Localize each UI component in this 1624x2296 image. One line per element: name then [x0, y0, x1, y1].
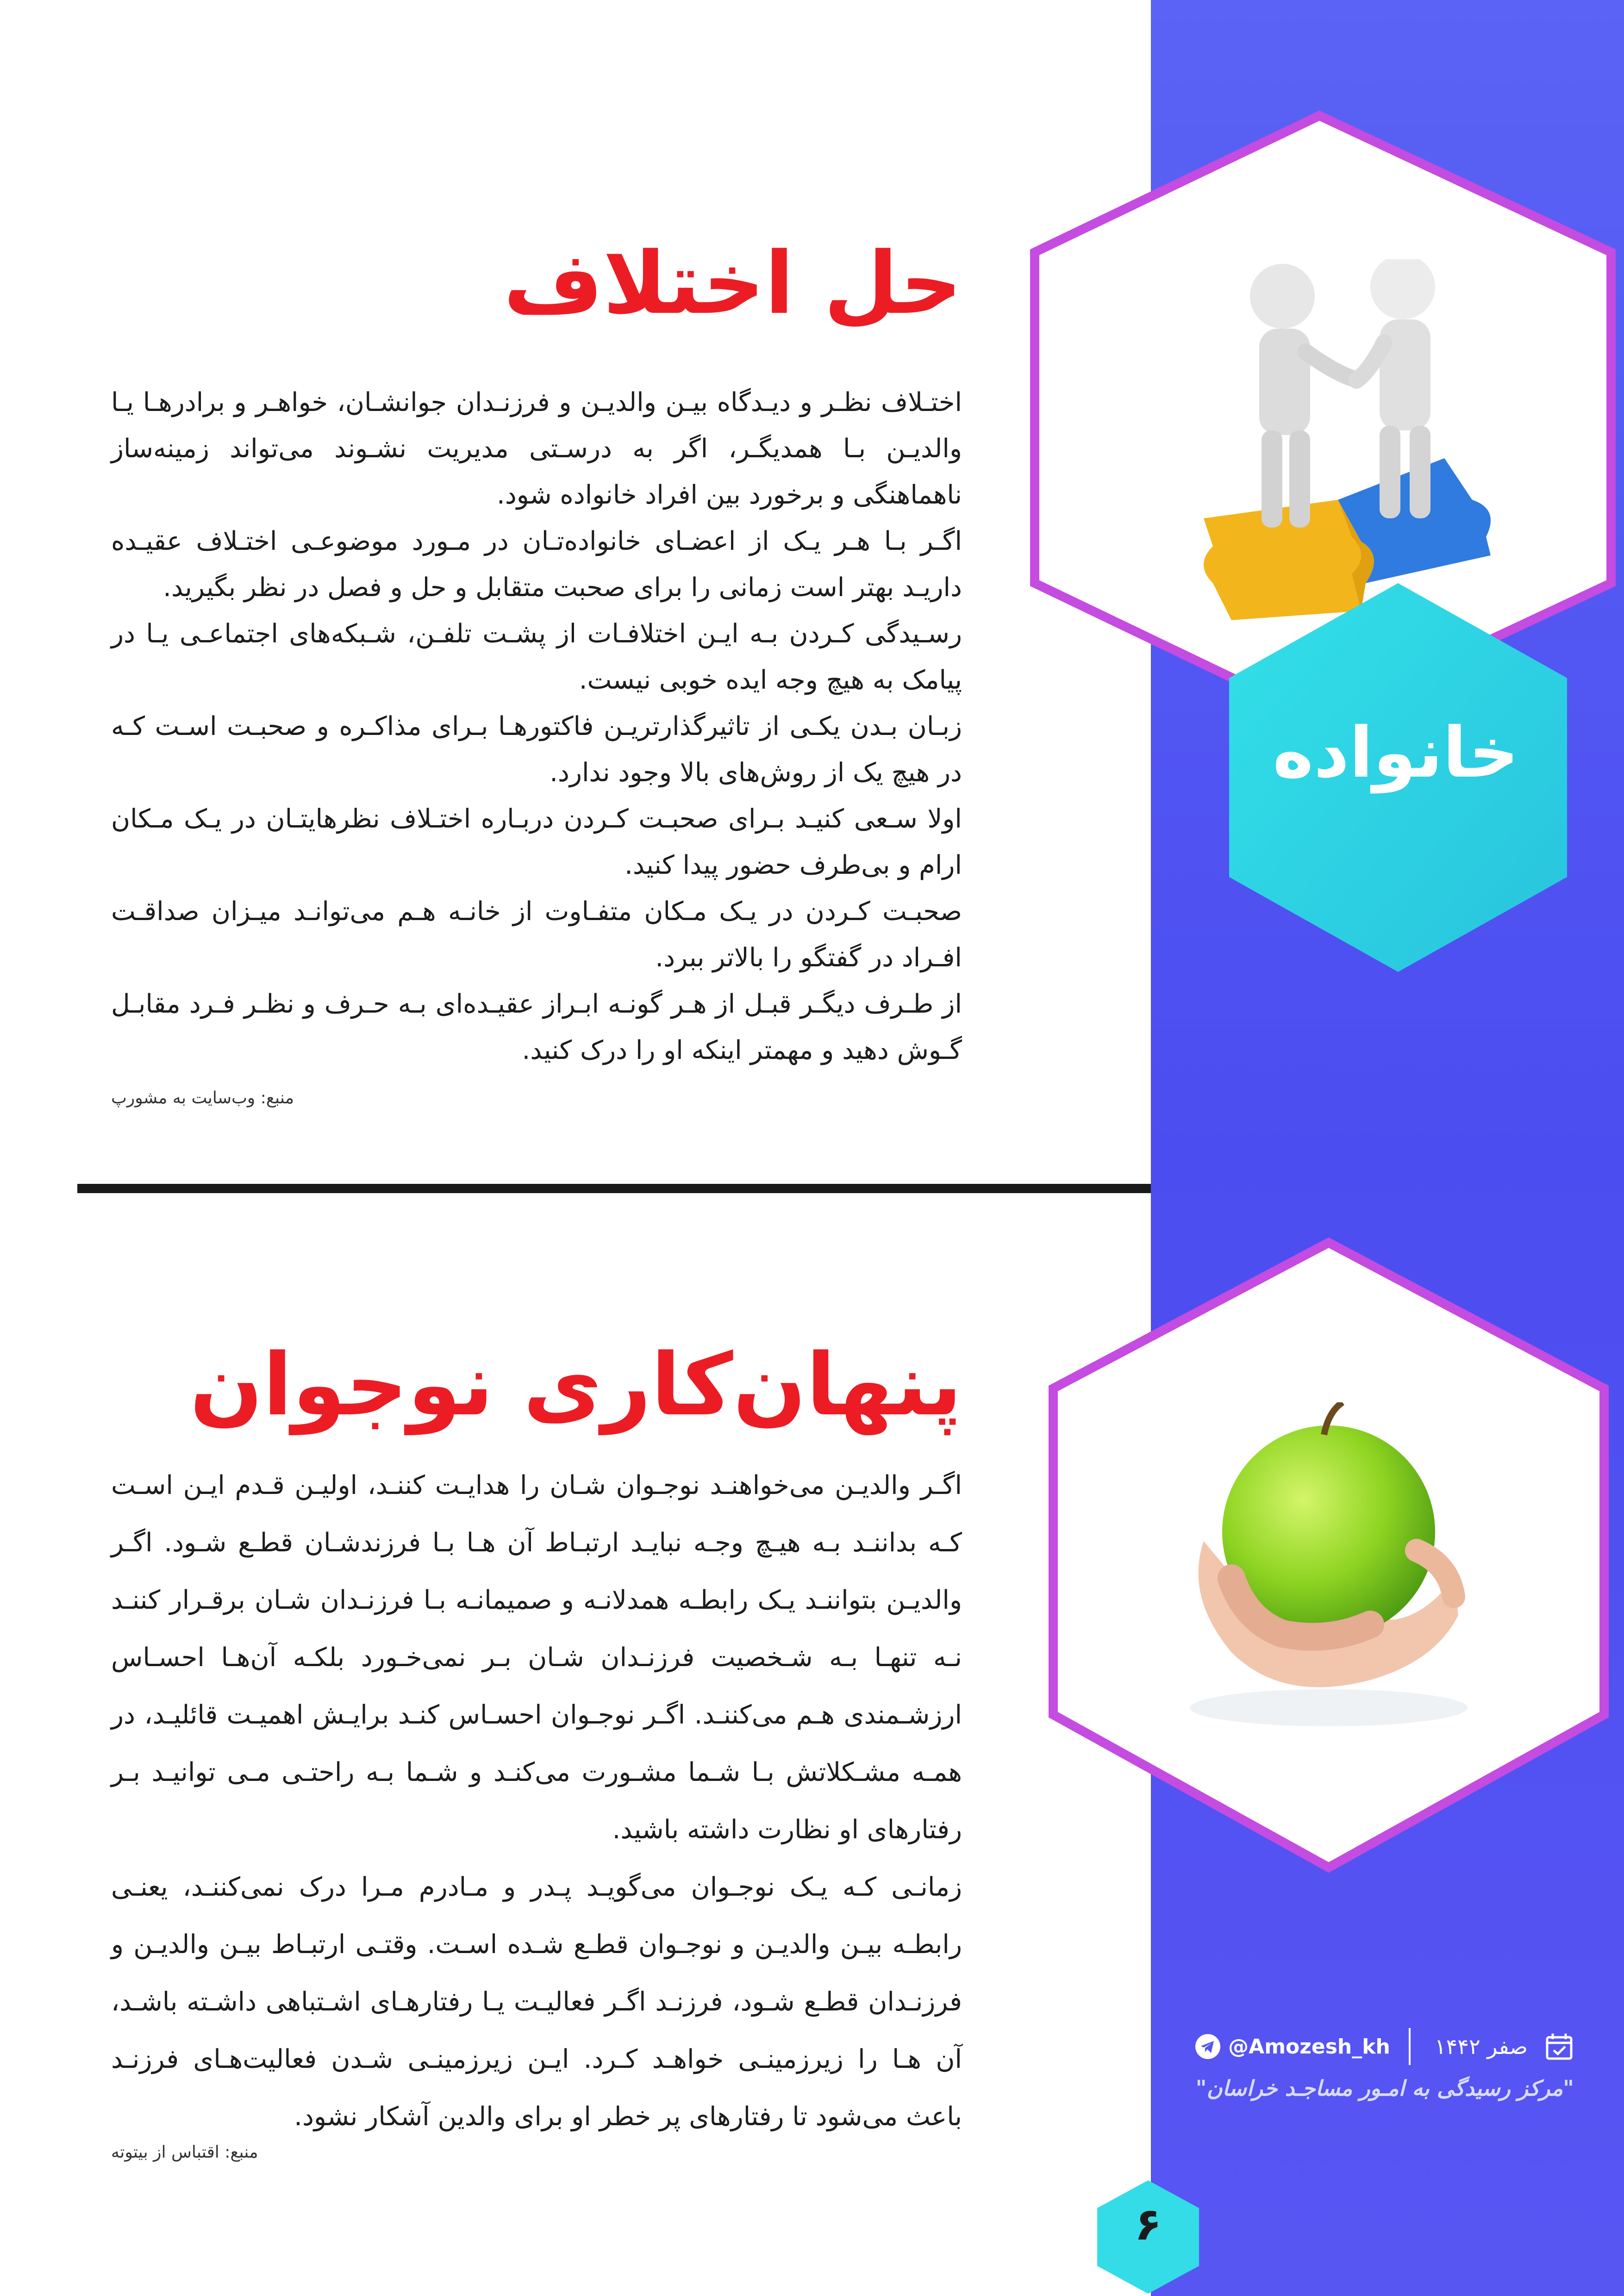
telegram-icon [1195, 2034, 1221, 2060]
page-number: ۶ [1134, 2198, 1162, 2250]
article2-paragraph: زمانـی کـه یـک نوجـوان می‌گویـد پـدر و مـادرم مـرا درک نمی‌کننـد، یعنـی رابطـه بیـن والدیـن و نوجـوان قطـع شـده اسـت. وقتـی ارتبـاط بیـن والدیـن و فرزنـدان قطـع شـود، فرزنـد اگـر فعالیـت یـا رفتارهـای اشـتباهی داشـته باشـد، آن هـا را زیرزمینـی خواهـد کـرد. ایـن زیرزمینـی شـدن فعالیت‌هـای فرزنـد باعث می‌شود تا رفتارهای پر خطر او برای والدین آشکار نشود. [111, 1872, 962, 2132]
social-handle[interactable]: @Amozesh_kh [1228, 2035, 1390, 2059]
article1-title: حل اختلاف [503, 233, 962, 333]
article1-paragraph: رسـیدگی کـردن بـه ایـن اختلافـات از پشـت تلفـن، شـبکه‌های اجتماعـی یـا در پیامک به هیچ وجه ایده خوبی نیست. [111, 619, 962, 695]
issue-date: صفر ۱۴۴۲ [1434, 2034, 1528, 2059]
calendar-check-icon [1544, 2032, 1574, 2061]
article1-paragraph: اختـلاف نظـر و دیـدگاه بیـن والدیـن و فرزنـدان جوانشـان، خواهـر و برادرهـا یـا والدیـن بـا همدیگـر، اگر به درسـتی مدیریت نشـوند می‌تواند زمینه‌ساز ناهماهنگی و برخورد بین افراد خانواده شود. [111, 387, 962, 510]
article2-paragraph: اگـر والدیـن می‌خواهنـد نوجـوان شـان را هدایـت کننـد، اولیـن قـدم ایـن اسـت کـه بداننـد بـه هیـچ وجـه نبایـد ارتبـاط آن هـا بـا فرزندشـان قطـع شـود. اگـر والدیـن بتواننـد یـک رابطـه همدلانـه و صمیمانـه بـا فرزنـدان شـان برقـرار کننـد نـه تنهـا بـه شـخصیت فرزنـدان شـان بـر نمی‌خـورد بلکـه آن‌هـا احسـاس ارزشـمندی هـم می‌کننـد. اگـر نوجـوان احسـاس کنـد برایـش اهمیـت قائلیـد، در همـه مشـکلاتش بـا شـما مشـورت می‌کنـد و شـما بـه راحتـی مـی توانیـد بـر رفتارهای او نظارت داشته باشید. [111, 1470, 962, 1845]
article1-paragraph: از طـرف دیگـر قبـل از هـر گونـه ابـراز عقیـده‌ای بـه حـرف و نظـر فـرد مقابـل گـوش دهید و مهمتر اینکه او را درک کنید. [111, 989, 962, 1065]
organization-name: "مرکز رسیدگی به امـور مساجـد خراسان" [1195, 2076, 1574, 2101]
article1-paragraph: اولا سـعی کنیـد بـرای صحبـت کـردن دربـاره اختـلاف نظرهایتـان در یـک مـکان ارام و بی‌طرف حضور پیدا کنید. [111, 804, 962, 880]
footer-separator [1409, 2028, 1411, 2065]
article1-paragraph: زبـان بـدن یکـی از تاثیرگذارتریـن فاکتورهـا بـرای مذاکـره و صحبـت اسـت کـه در هیچ یک از روش‌های بالا وجود ندارد. [111, 711, 962, 788]
article1-paragraph: اگـر بـا هـر یـک از اعضـای خانواده‌تـان در مـورد موضوعـی اختـلاف عقیـده داریـد بهتر است زمانی را برای صحبت متقابل و حل و فصل در نظر بگیرید. [111, 526, 962, 603]
article2-body [111, 1457, 962, 2146]
article1-paragraph: صحبـت کـردن در یـک مـکان متفـاوت از خانـه هـم می‌توانـد میـزان صداقـت افـراد در گفتگو را بالاتر ببرد. [111, 896, 962, 973]
footer-info [1171, 2028, 1574, 2065]
article1-source: منبع: وب‌سایت به مشورپ [111, 1089, 294, 1108]
article1-body [111, 380, 962, 1074]
section-label: خانواده [1273, 713, 1519, 793]
section-divider [77, 1184, 1151, 1193]
article2-source: منبع: اقتباس از بیتوته [111, 2143, 258, 2162]
article2-title: پنهان‌کاری نوجوان [189, 1335, 962, 1435]
handshake-puzzle-image [1185, 259, 1509, 620]
apple-in-hand-image [1176, 1402, 1472, 1736]
